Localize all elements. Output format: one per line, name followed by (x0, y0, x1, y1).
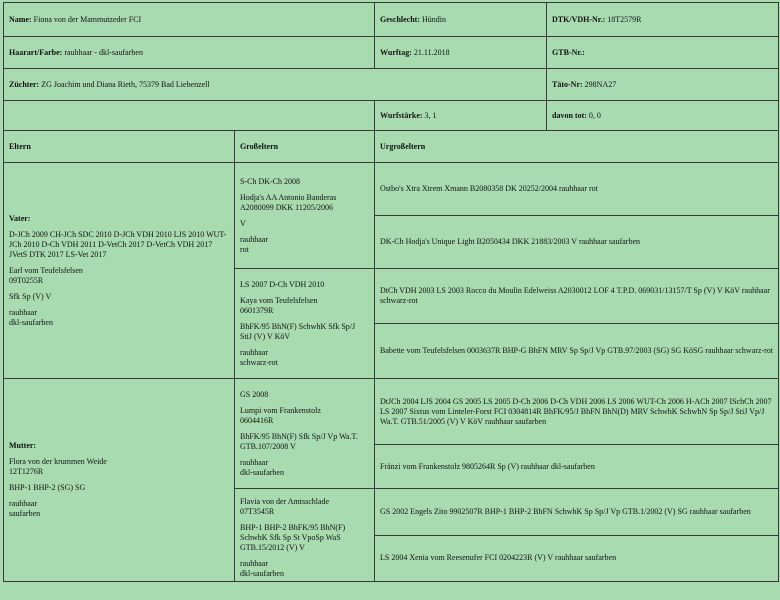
grandparent-titles: LS 2007 D-Ch VDH 2010 (240, 279, 325, 289)
grandparent-cell (235, 269, 375, 379)
dtk-cell: DTK/VDH-Nr.: 18T2579R (547, 3, 779, 37)
tatoo-value: 298NA27 (584, 79, 617, 89)
column-header-grandparents: Großeltern (235, 131, 375, 163)
greatgrandparent-cell: Ostbo's Xtra Xtrem Xmann B2080358 DK 20252/2004 rauhhaar rot (375, 163, 779, 216)
grandparent-name: Lumpi vom Frankenstolz (240, 405, 321, 415)
dam-tests: BHP-1 BHP-2 (SG) SG (9, 483, 86, 492)
dead-value: 0, 0 (588, 110, 601, 120)
sire-titles: D-JCh 2009 CH-JCh SDC 2010 D-JCh VDH 2010 LJS 2010 WUT-JCh 2010 D-Ch VDH 2011 D-VetCh 2017 D-VetCh VDH 2017 JVetS DTK 2017 LS-Vet 2017 (9, 229, 227, 259)
grandparent-tests: BhFK/95 BhN(F) SchwhK Sfk Sp/J StiJ (V) V KöV (240, 321, 356, 341)
litter-value: 3, 1 (424, 110, 437, 120)
greatgrandparent-cell: DtJCh 2004 LJS 2004 GS 2005 LS 2005 D-Ch 2006 D-Ch VDH 2006 LS 2006 WUT-Ch 2006 H-ACh 2007 ISchCh 2007 LS 2007 Sixtus vom Linteler-Forst FCI 0304814R BhFK/95/J BhFN BhN(D) MRV SchwhK SchwhN Sp Sp/J StiJ Vp/J Wa.T. GTB.51/2005 (V) V KöV rauhhaar saufarben (375, 379, 779, 445)
grandparent-color: rauhhaar rot (240, 234, 268, 254)
grandparent-tests: V (240, 218, 246, 228)
grandparent-reg: A2080099 DKK 11205/2006 (240, 202, 334, 212)
birth-value: 21.11.2018 (413, 47, 450, 57)
greatgrandparent-cell: DtCh VDH 2003 LS 2003 Rocco du Moulin Edelweiss A2030012 LOF 4 T.P.D. 069031/13157/T Sp (V) V KöV rauhhaar schwarz-rot (375, 269, 779, 324)
grandparent-tests: BhFK/95 BhN(F) Sfk Sp/J Vp Wa.T. GTB.107/2008 V (240, 431, 358, 451)
greatgrandparent-cell: LS 2004 Xenia vom Reesenufer FCI 0204223R (V) V rauhhaar saufarben (375, 535, 779, 582)
sire-reg: 09T0255R (9, 275, 44, 285)
grandparent-color: rauhhaar dkl-saufarben (240, 559, 284, 578)
dam-reg: 12T1276R (9, 467, 44, 476)
sex-value: Hündin (422, 14, 447, 24)
column-header-greatgrandparents: Urgroßeltern (375, 131, 779, 163)
empty-cell (4, 101, 375, 131)
grandparent-cell (235, 379, 375, 489)
breeder-cell: Züchter: ZG Joachim und Diana Rieth, 75379 Bad Liebenzell (4, 69, 547, 101)
tatoo-cell: Täto-Nr: 298NA27 (547, 69, 779, 101)
dam-name: Flora von der krummen Weide (9, 457, 107, 466)
grandparent-name: Flavia von der Amtsschlade (240, 497, 330, 506)
sex-cell: Geschlecht: Hündin (375, 3, 547, 37)
breeder-value: ZG Joachim und Diana Rieth, 75379 Bad Liebenzell (41, 79, 210, 89)
grandparent-name: Hodja's AA Antonio Banderas (240, 192, 337, 202)
coat-cell: Haarart/Farbe: rauhhaar - dkl-saufarben (4, 37, 375, 69)
grandparent-cell (235, 163, 375, 269)
birth-cell: Wurftag: 21.11.2018 (375, 37, 547, 69)
grandparent-cell (235, 489, 375, 582)
greatgrandparent-cell: Fränzi vom Frankenstolz 9805264R Sp (V) rauhhaar dkl-saufarben (375, 445, 779, 489)
name-cell: Name: Fiona von der Mammutzeder FCI (4, 3, 375, 37)
grandparent-reg: 0604416R (240, 415, 274, 425)
grandparent-tests: BHP-1 BHP-2 BhFK/95 BhN(F) SchwhK Sfk Sp St VpoSp WaS GTB.15/2012 (V) V (240, 523, 346, 552)
sire-tests: Sfk Sp (V) V (9, 291, 52, 301)
dead-cell: davon tot: 0, 0 (547, 101, 779, 131)
dam-label: Mutter: (9, 441, 37, 450)
grandparent-name: Kaya vom Teufelsfelsen (240, 295, 318, 305)
sire-color: rauhhaar dkl-saufarben (9, 307, 53, 327)
greatgrandparent-cell: Babette vom Teufelsfelsen 0003637R BHP-G BhFN MRV Sp Sp/J Vp GTB.97/2003 (SG) SG KöSG rauhhaar schwarz-rot (375, 324, 779, 379)
grandparent-reg: 07T3545R (240, 507, 275, 516)
coat-value: rauhhaar - dkl-saufarben (64, 47, 143, 57)
grandparent-color: rauhhaar dkl-saufarben (240, 457, 284, 477)
grandparent-reg: 0601379R (240, 305, 274, 315)
gtb-cell: GTB-Nr.: (547, 37, 779, 69)
litter-cell: Wurfstärke: 3, 1 (375, 101, 547, 131)
dam-cell (4, 379, 235, 582)
greatgrandparent-cell: DK-Ch Hodja's Unique Light B2050434 DKK 21883/2003 V rauhhaar saufarben (375, 216, 779, 269)
sire-cell (4, 163, 235, 379)
greatgrandparent-cell: GS 2002 Engels Zito 9902507R BHP-1 BHP-2 BhFN SchwhK Sp Sp/J Vp GTB.1/2002 (V) SG rauhhaar saufarben (375, 489, 779, 536)
dtk-value: 18T2579R (607, 14, 642, 24)
sire-label: Vater: (9, 213, 31, 223)
pedigree-table (3, 2, 779, 582)
sire-name: Earl vom Teufelsfelsen (9, 265, 83, 275)
grandparent-color: rauhhaar schwarz-rot (240, 347, 278, 367)
grandparent-titles: S-Ch DK-Ch 2008 (240, 176, 301, 186)
dam-color: rauhhaar saufarben (9, 499, 41, 518)
dog-name: Fiona von der Mammutzeder FCI (33, 14, 142, 24)
grandparent-titles: GS 2008 (240, 389, 269, 399)
column-header-parents: Eltern (4, 131, 235, 163)
